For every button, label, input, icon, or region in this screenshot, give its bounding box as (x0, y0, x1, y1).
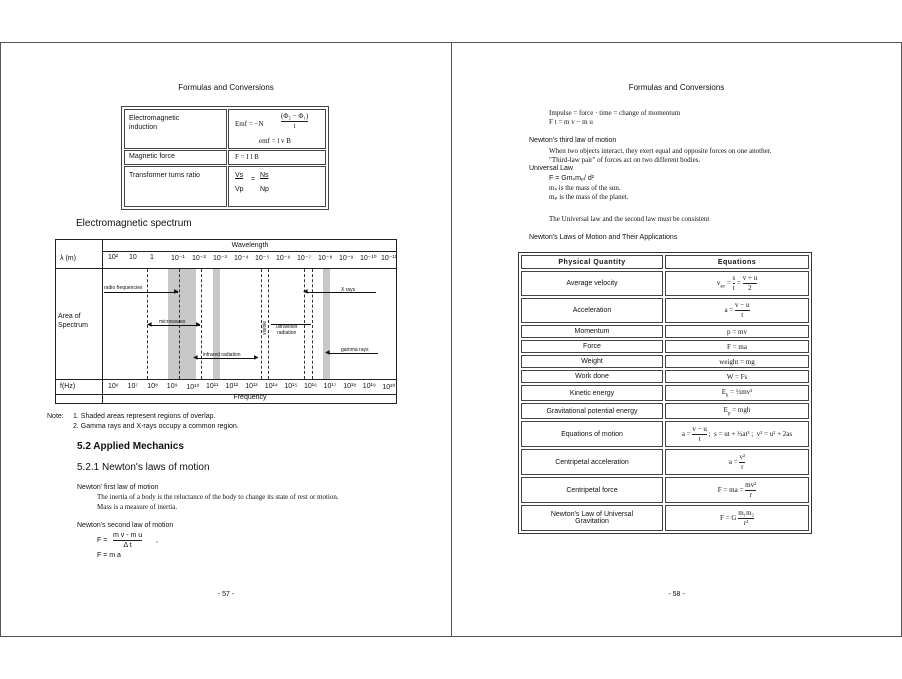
freq-tick: 10⁶ (108, 383, 119, 390)
gamma-arrow (328, 353, 378, 354)
freq-tick: 10¹⁹ (362, 383, 376, 390)
second-law-title: Newton's second law of motion (77, 522, 174, 529)
table-row (521, 505, 809, 531)
quantity-cell: Force (521, 340, 663, 353)
page-header: Formulas and Conversions (178, 83, 274, 92)
lambda-ticks (102, 251, 396, 268)
overlap-shade (323, 269, 330, 379)
quantity-cell: Weight (521, 355, 663, 368)
xrays-arrow (306, 292, 376, 293)
quantity-cell: Centripetal acceleration (521, 449, 663, 475)
equation-cell: $E_p$ = mgh (665, 403, 809, 419)
lambda-tick: 10⁻¹⁰ (360, 255, 377, 262)
emf-motional: emf = l v B (259, 137, 291, 145)
cell-text: Transformer turns ratio (129, 172, 200, 179)
magnetic-force-label-cell (124, 150, 227, 165)
lambda-tick: 10⁻⁸ (318, 255, 333, 262)
np-text: Np (260, 186, 269, 193)
lambda-tick: 10⁻⁹ (339, 255, 354, 262)
xrays-label: X rays (341, 287, 356, 293)
equation-cell: $E_k$ = ½mv² (665, 385, 809, 401)
lambda-tick: 10⁻⁵ (255, 255, 270, 262)
equation-cell: a = $\frac{v - u}{t}$ ; s = ut + ½at² ; v² = u² + 2as (665, 421, 809, 447)
equation-cell: $v_{av}$ = $\frac{s}{t}$ = $\frac{v + u}{2}$ (665, 271, 809, 296)
equation-cell: a = $\frac{v - u}{t}$ (665, 298, 809, 323)
freq-tick: 10¹⁷ (323, 383, 337, 390)
emf-formula-cell (228, 109, 326, 149)
table-header: Equations (665, 255, 809, 269)
freq-ticks (102, 380, 396, 394)
cell-text: Electromagnetic (129, 115, 180, 122)
table-row (521, 298, 809, 323)
second-law-dot: , (156, 537, 158, 544)
universal-line: The Universal law and the second law must be consistent (549, 215, 710, 223)
gamma-label: gamma rays (341, 347, 369, 353)
table-header: Physical Quantity (521, 255, 663, 269)
laws-table-title: Newton's Laws of Motion and Their Applications (529, 234, 678, 241)
page-number: - 57 - (217, 591, 235, 598)
right-page (451, 42, 902, 637)
quantity-cell: Gravitational potential energy (521, 403, 663, 419)
uv-arrow (271, 324, 311, 325)
freq-tick: 10¹⁰ (186, 384, 200, 391)
universal-line: F = Gmₛmₚ/ d² (549, 175, 595, 182)
uv-label: ultraviolet radiation (276, 324, 298, 336)
note-label: Note: (47, 413, 64, 420)
equation-cell: a = $\frac{\text{v²}}{r}$ (665, 449, 809, 475)
freq-tick: 10¹⁸ (343, 383, 357, 390)
second-law-fma: F = m a (97, 552, 121, 559)
quantity-cell: Kinetic energy (521, 385, 663, 401)
table-row (521, 340, 809, 353)
quantity-cell: Acceleration (521, 298, 663, 323)
lambda-tick: 10⁻⁷ (297, 255, 312, 262)
transformer-formula-cell (228, 166, 326, 207)
cell-text: induction (129, 124, 158, 131)
transformer-label-cell (124, 166, 227, 207)
lambda-tick: 10⁻¹¹ (381, 255, 398, 262)
quantity-cell: Average velocity (521, 271, 663, 296)
lambda-tick: 10⁻³ (213, 255, 227, 262)
lambda-label: λ (m) (60, 255, 76, 262)
table-row (521, 355, 809, 368)
section-heading: 5.2 Applied Mechanics (77, 441, 184, 452)
freq-tick: 10²⁰ (382, 384, 396, 391)
quantity-cell: Centripetal force (521, 477, 663, 503)
lambda-tick: 10⁻⁶ (276, 255, 291, 262)
radio-label: radio frequencies (104, 285, 143, 291)
emf-text: Emf = −N (235, 120, 264, 128)
table-row (521, 421, 809, 447)
equation-cell: p = mv (665, 325, 809, 338)
freq-tick: 10¹³ (245, 383, 258, 390)
note-item: 1. Shaded areas represent regions of overlap. (73, 413, 216, 420)
lambda-tick: 10⁻² (192, 255, 206, 262)
emf-fraction: $\frac{\text{(Φ₂ − Φ₁)}}{t}$ (281, 112, 309, 130)
table-row (521, 370, 809, 383)
page-header: Formulas and Conversions (628, 83, 725, 92)
lambda-tick: 10⁻⁴ (234, 255, 249, 262)
lambda-tick: 10⁻¹ (171, 255, 185, 262)
third-law-text: When two objects interact, they exert equal and opposite forces on one another. (549, 147, 772, 155)
freq-tick: 10¹⁴ (264, 383, 278, 390)
quantity-cell: Newton's Law of Universal Gravitation (521, 505, 663, 531)
radio-arrow (104, 292, 178, 293)
equation-cell: F = ma (665, 340, 809, 353)
left-page (0, 42, 452, 637)
third-law-title: Newton's third law of motion (529, 137, 617, 144)
freq-tick: 10¹⁵ (284, 383, 298, 390)
lambda-tick: 1 (150, 254, 154, 261)
freq-tick: 10¹⁶ (304, 383, 317, 390)
area-label: Spectrum (58, 322, 88, 329)
table-row (521, 449, 809, 475)
spectrum-diagram (55, 239, 397, 404)
table-row (521, 385, 809, 401)
cell-text: F = I l B (235, 153, 259, 161)
universal-line: mₚ is the mass of the planet. (549, 193, 629, 201)
second-law-fraction: $\frac{\text{m v - m u}}{\text{Δ t}}$ (113, 532, 143, 549)
microwaves-arrow (150, 325, 200, 326)
laws-table (518, 252, 812, 534)
second-law-f: F = (97, 537, 108, 544)
impulse-line: Impulse = force · time = change of momentum (549, 109, 681, 117)
eq-text: = (251, 176, 256, 183)
quantity-cell: Equations of motion (521, 421, 663, 447)
first-law-text: The inertia of a body is the reluctance of the body to change its state of rest or motion. (97, 493, 339, 501)
infrared-arrow (196, 358, 256, 359)
cell-text: Magnetic force (129, 153, 175, 160)
spectrum-area: Area of Spectrum radio frequencies ▶ X rays ◀ microwaves ◀ ▶ visible ultraviolet radiation gamma rays ◀ infrared radiation ◀ ▶ (56, 269, 396, 379)
universal-title: Universal Law (529, 165, 573, 172)
table-row (521, 325, 809, 338)
freq-label: f(Hz) (60, 383, 76, 390)
first-law-title: Newton' first law of motion (77, 484, 159, 491)
ns-text: Ns (260, 172, 269, 179)
freq-tick: 10⁹ (166, 383, 178, 390)
freq-tick: 10¹¹ (206, 383, 219, 390)
magnetic-force-formula-cell (228, 150, 326, 165)
freq-tick: 10¹² (225, 383, 239, 390)
area-label: Area of (58, 313, 81, 320)
lambda-row (56, 251, 396, 269)
equation-cell: W = Fs (665, 370, 809, 383)
first-law-text: Mass is a measure of inertia. (97, 503, 178, 511)
lambda-tick: 10² (108, 254, 119, 261)
emf-label-cell (124, 109, 227, 149)
visible-label: visible (262, 321, 268, 335)
overlap-shade (213, 269, 220, 379)
equation-cell: F = G $\frac{\text{m₁m₂}}{\text{r²}}$ (665, 505, 809, 531)
table-row (521, 271, 809, 296)
freq-tick: 10⁸ (147, 383, 158, 390)
vp-text: Vp (235, 186, 244, 193)
infrared-label: infrared radiation (203, 352, 241, 358)
electromagnetism-table (121, 106, 329, 210)
equation-cell: weight = mg (665, 355, 809, 368)
table-row (521, 477, 809, 503)
frequency-footer: Frequency (102, 393, 397, 403)
impulse-line: F t = m v − m u (549, 118, 593, 126)
third-law-text: "Third-law pair" of forces act on two different bodies. (549, 156, 701, 164)
spectrum-title: Electromagnetic spectrum (76, 218, 192, 229)
note-item: 2. Gamma rays and X-rays occupy a common region. (73, 423, 239, 430)
vs-text: Vs (235, 172, 244, 179)
equation-cell: F = ma = $\frac{\text{mv²}}{r}$ (665, 477, 809, 503)
wavelength-header: Wavelength (102, 240, 397, 252)
table-row (521, 403, 809, 419)
microwaves-label: microwaves (159, 319, 186, 325)
lambda-tick: 10 (129, 254, 137, 261)
page-number: - 58 - (668, 591, 685, 598)
quantity-cell: Momentum (521, 325, 663, 338)
universal-line: mₛ is the mass of the sun. (549, 184, 621, 192)
quantity-cell: Work done (521, 370, 663, 383)
freq-tick: 10⁷ (127, 383, 138, 390)
subsection-heading: 5.2.1 Newton's laws of motion (77, 462, 210, 473)
